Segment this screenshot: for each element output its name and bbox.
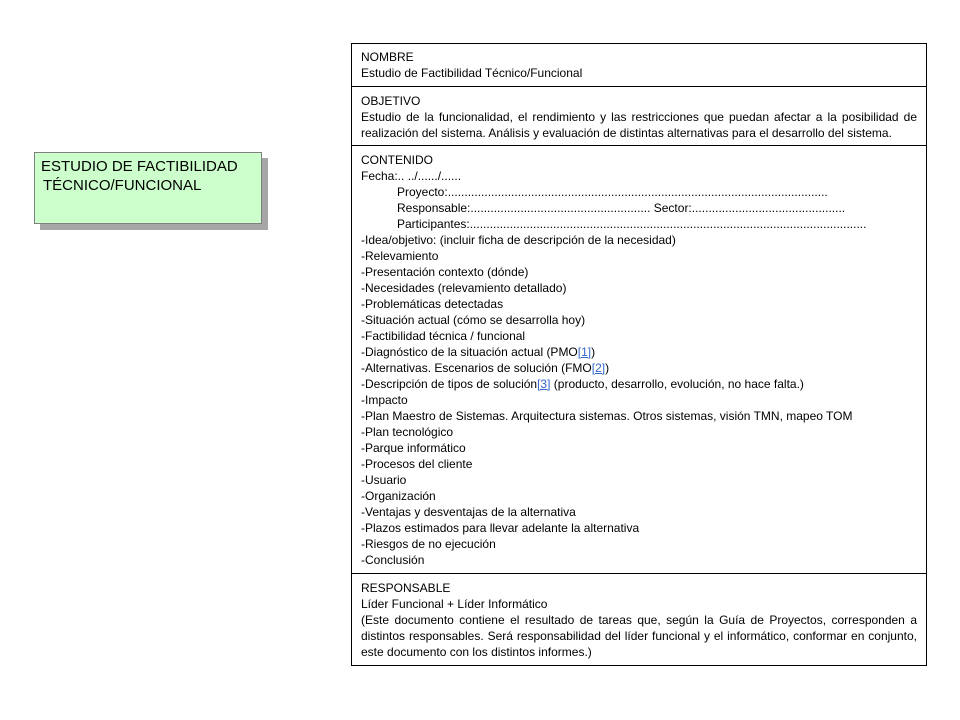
list-item: -Riesgos de no ejecución	[361, 537, 496, 551]
list-item: -Organización	[361, 489, 436, 503]
list-item: -Situación actual (cómo se desarrolla hoy)	[361, 313, 586, 327]
list-item: -Plazos estimados para llevar adelante la alternativa	[361, 521, 640, 535]
descripcion-text: -Descripción de tipos de solución	[361, 377, 538, 391]
alternativas-close: )	[605, 361, 610, 375]
participantes-line: Participantes:.......................................................................................................................	[397, 217, 867, 231]
responsable-line: Responsable:...................................................... Sector:..............................................	[397, 201, 846, 215]
title-line-2: TÉCNICO/FUNCIONAL	[43, 177, 202, 194]
list-item-diagnostico	[361, 344, 917, 360]
footnote-link-1[interactable]: [1]	[577, 345, 592, 359]
list-item: -Necesidades (relevamiento detallado)	[361, 281, 567, 295]
list-item: -Impacto	[361, 393, 408, 407]
list-item: -Usuario	[361, 473, 407, 487]
list-item: -Ventajas y desventajas de la alternativa	[361, 505, 576, 519]
nombre-text: Estudio de Factibilidad Técnico/Funcional	[361, 66, 583, 80]
section-objetivo	[352, 87, 926, 146]
list-item: -Factibilidad técnica / funcional	[361, 329, 526, 343]
proyecto-line: Proyecto:..................................................................................................................	[397, 185, 828, 199]
list-item: -Presentación contexto (dónde)	[361, 265, 529, 279]
list-item: -Problemáticas detectadas	[361, 297, 504, 311]
nombre-heading: NOMBRE	[361, 50, 414, 64]
responsable-text: (Este documento contiene el resultado de tareas que, según la Guía de Proyectos, corresponden a distintos responsables. Será responsabilidad del líder funcional y el informático, conformar en conjunto, este documento con los distintos informes.)	[361, 613, 917, 659]
responsable-leaders: Líder Funcional + Líder Informático	[361, 597, 548, 611]
section-nombre	[352, 44, 926, 87]
list-item: -Procesos del cliente	[361, 457, 473, 471]
list-item-alternativas	[361, 360, 917, 376]
responsable-heading: RESPONSABLE	[361, 581, 451, 595]
title-box	[34, 152, 262, 224]
list-item: -Idea/objetivo: (incluir ficha de descripción de la necesidad)	[361, 233, 676, 247]
title-line-1: ESTUDIO DE FACTIBILIDAD	[41, 158, 238, 175]
descripcion-rest: (producto, desarrollo, evolución, no hace falta.)	[550, 377, 804, 391]
list-item: -Plan tecnológico	[361, 425, 454, 439]
list-item-descripcion	[361, 376, 917, 392]
alternativas-text: -Alternativas. Escenarios de solución (FMO	[361, 361, 592, 375]
section-responsable	[352, 574, 926, 665]
list-item: -Plan Maestro de Sistemas. Arquitectura sistemas. Otros sistemas, visión TMN, mapeo TOM	[361, 409, 853, 423]
footnote-link-2[interactable]: [2]	[591, 361, 606, 375]
list-item: -Relevamiento	[361, 249, 439, 263]
diagnostico-close: )	[591, 345, 596, 359]
list-item: -Parque informático	[361, 441, 466, 455]
section-contenido	[352, 146, 926, 574]
document-table	[351, 43, 927, 666]
footnote-link-3[interactable]: [3]	[537, 377, 551, 391]
fecha-line: Fecha:.. ../....../......	[361, 169, 462, 183]
list-item: -Conclusión	[361, 553, 425, 567]
diagnostico-text: -Diagnóstico de la situación actual (PMO	[361, 345, 578, 359]
objetivo-text: Estudio de la funcionalidad, el rendimiento y las restricciones que puedan afectar a la posibilidad de realización del sistema. Análisis y evaluación de distintas alternativas para el desarrollo del sistema.	[361, 110, 917, 140]
contenido-heading: CONTENIDO	[361, 153, 433, 167]
objetivo-heading: OBJETIVO	[361, 94, 421, 108]
